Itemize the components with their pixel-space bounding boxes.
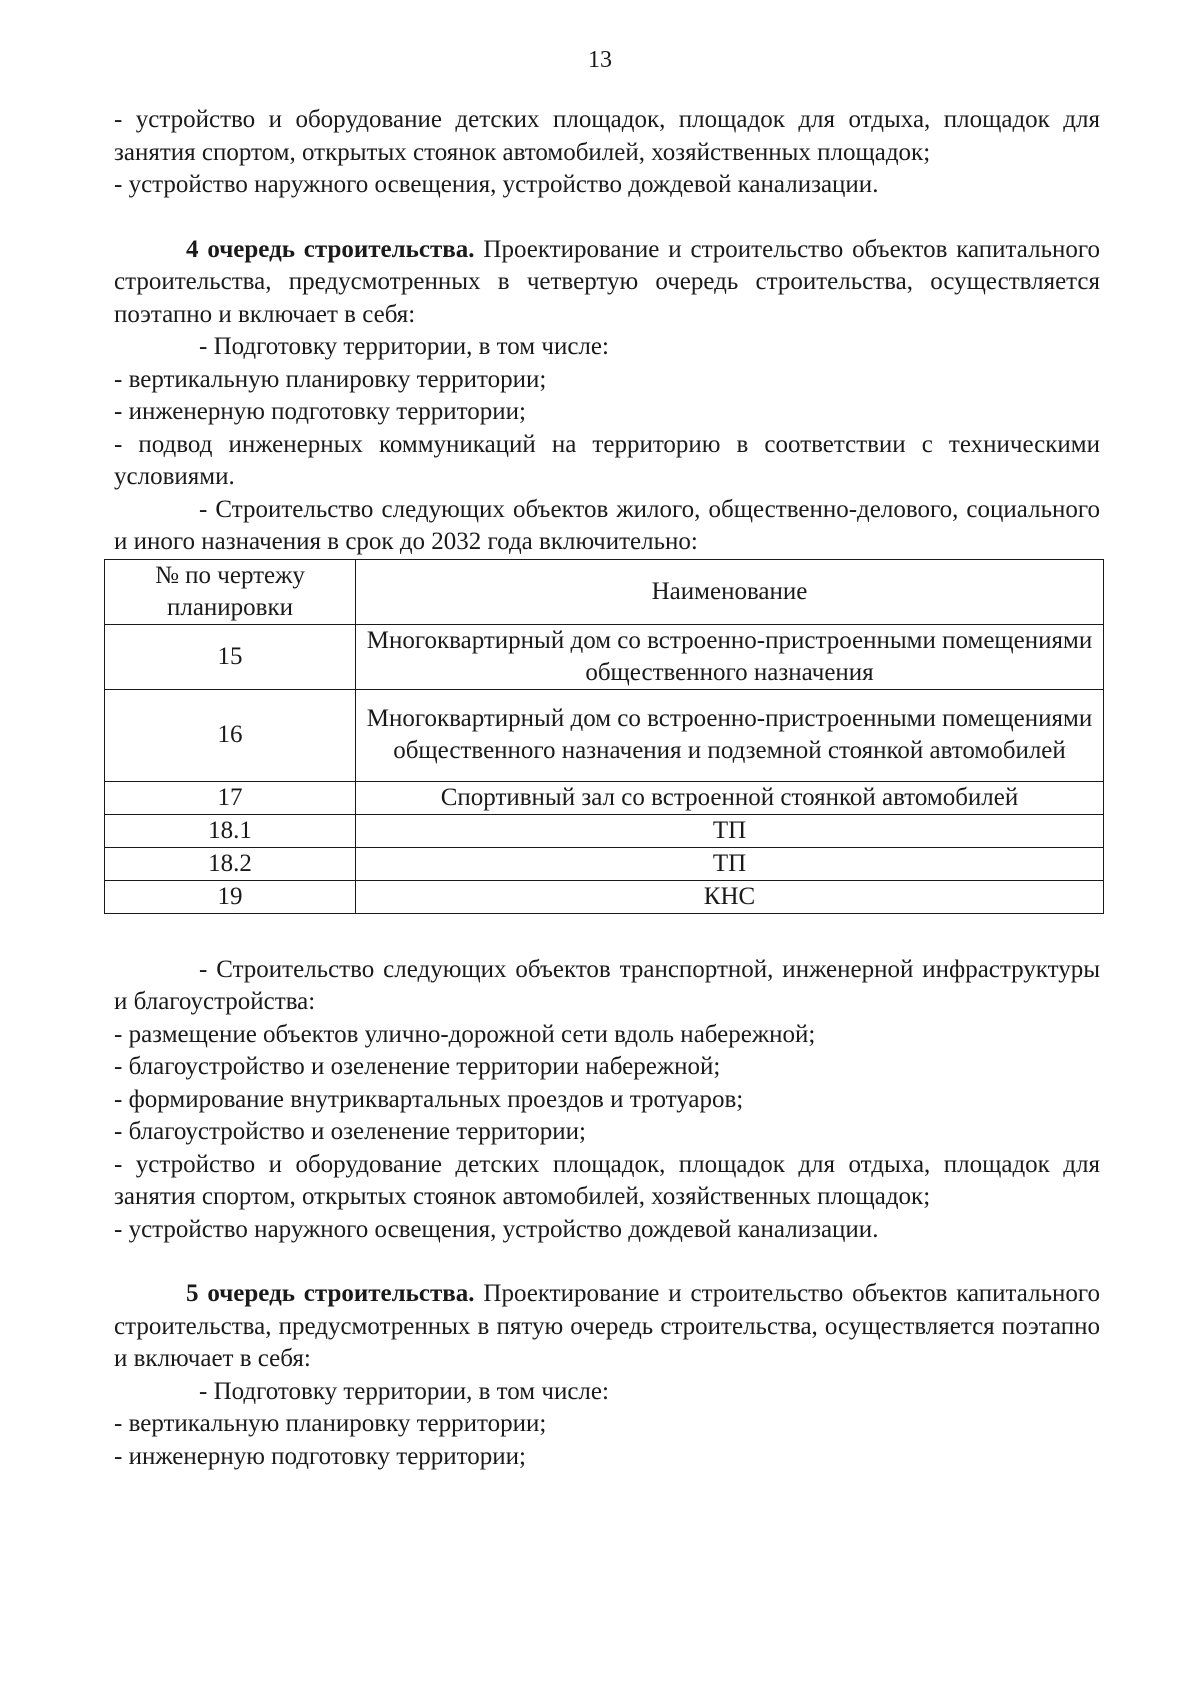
- list-item: - устройство наружного освещения, устройство дождевой канализации.: [114, 171, 879, 198]
- table-cell-number: 19: [105, 880, 356, 913]
- table-row: [105, 847, 1104, 880]
- list-item: - благоустройство и озеленение территории набережной;: [114, 1053, 721, 1080]
- queue5-heading: 5 очередь строительства.: [186, 1280, 475, 1307]
- queue4-intro: Проектирование и строительство объектов капитального строительства, предусмотренных в четвертую очередь строительства, осуществляется поэтапно и включает в себя:: [114, 235, 1100, 328]
- list-item: - благоустройство и озеленение территории;: [114, 1118, 586, 1145]
- table-cell-name: Спортивный зал со встроенной стоянкой автомобилей: [356, 781, 1104, 814]
- queue4-infra-title: - Строительство следующих объектов транспортной, инженерной инфраструктуры и благоустройства:: [114, 955, 1100, 1015]
- list-item: - подвод инженерных коммуникаций на территорию в соответствии с техническими условиями.: [114, 430, 1100, 490]
- table-cell-name: КНС: [356, 880, 1104, 913]
- table-cell-name: ТП: [356, 847, 1104, 880]
- table-cell-name: Многоквартирный дом со встроенно-пристроенными помещениями общественного назначения и подземной стоянкой автомобилей: [356, 689, 1104, 781]
- page-number: 13: [588, 47, 612, 73]
- queue5-prep-title: - Подготовку территории, в том числе:: [199, 1377, 609, 1405]
- table-cell-number: 17: [105, 781, 356, 814]
- paragraph-gap: [114, 1246, 1100, 1278]
- table-cell-number: 15: [105, 624, 356, 689]
- table-header-number: № по чертежу планировки: [105, 559, 356, 624]
- list-item: - вертикальную планировку территории;: [114, 365, 547, 393]
- queue4-heading: 4 очередь строительства.: [186, 235, 475, 263]
- list-item: - формирование внутриквартальных проездов и тротуаров;: [114, 1085, 744, 1113]
- list-item: - устройство и оборудование детских площадок, площадок для отдыха, площадок для занятия спортом, открытых стоянок автомобилей, хозяйственных площадок;: [114, 1150, 1100, 1210]
- table-row: [105, 689, 1104, 781]
- queue5-intro: Проектирование и строительство объектов капитального строительства, предусмотренных в пятую очередь строительства, осуществляется поэтапно и включает в себя:: [114, 1280, 1100, 1372]
- table-cell-name: Многоквартирный дом со встроенно-пристроенными помещениями общественного назначения: [356, 624, 1104, 689]
- list-item: - инженерную подготовку территории;: [114, 398, 526, 425]
- table-row: [105, 814, 1104, 847]
- paragraph-gap: [114, 914, 1100, 954]
- objects-table: [104, 559, 1104, 914]
- list-item: - инженерную подготовку территории;: [114, 1442, 526, 1470]
- table-cell-number: 16: [105, 689, 356, 781]
- table-cell-name: ТП: [356, 814, 1104, 847]
- table-header-name: Наименование: [356, 559, 1104, 624]
- list-item: - размещение объектов улично-дорожной сети вдоль набережной;: [114, 1020, 816, 1048]
- document-body: [114, 104, 1100, 1473]
- table-row: [105, 880, 1104, 913]
- list-item: - устройство наружного освещения, устройство дождевой канализации.: [114, 1215, 879, 1243]
- table-cell-number: 18.2: [105, 847, 356, 880]
- queue5-intro-paragraph: [114, 1278, 1100, 1376]
- table-header-row: [105, 559, 1104, 624]
- table-row: [105, 624, 1104, 689]
- paragraph-gap: [114, 202, 1100, 234]
- list-item: - вертикальную планировку территории;: [114, 1410, 547, 1437]
- queue4-intro-paragraph: [114, 234, 1100, 332]
- list-item: - устройство и оборудование детских площадок, площадок для отдыха, площадок для занятия спортом, открытых стоянок автомобилей, хозяйственных площадок;: [114, 106, 1100, 166]
- queue4-build-title: - Строительство следующих объектов жилого, общественно-делового, социального и иного назначения в срок до 2032 года включительно:: [114, 495, 1100, 555]
- queue4-prep-title: - Подготовку территории, в том числе:: [199, 333, 609, 360]
- table-cell-number: 18.1: [105, 814, 356, 847]
- table-row: [105, 781, 1104, 814]
